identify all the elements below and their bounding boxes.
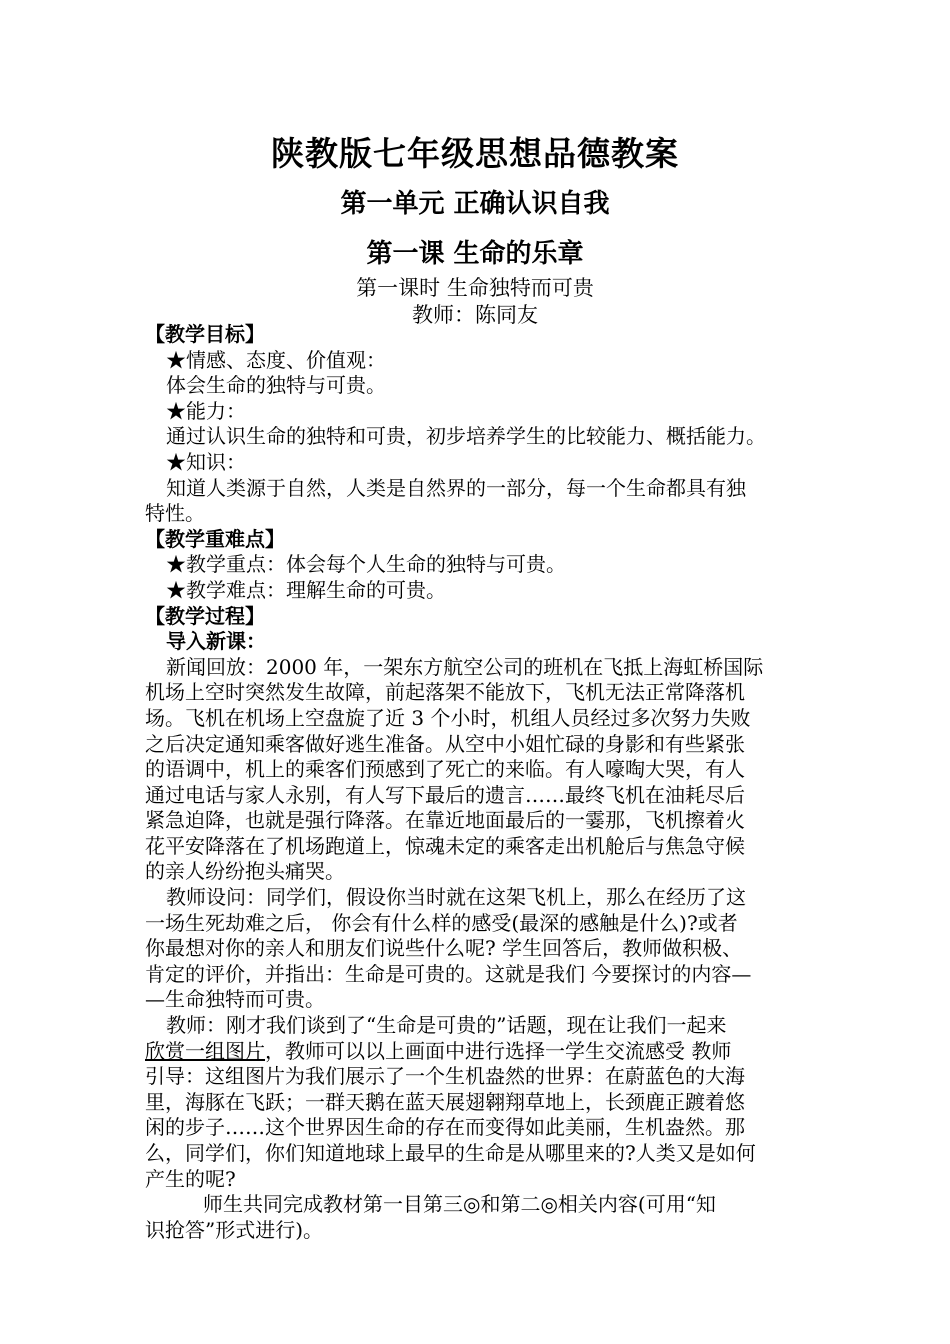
- teacher-name: 教师：陈同友: [412, 303, 538, 327]
- lesson-title: 第一课 生命的乐章: [366, 239, 584, 269]
- teacher-para-line: 里，海豚在飞跃；一群天鹅在蓝天展翅翱翔草地上，长颈鹿正踱着悠: [145, 1089, 745, 1114]
- objective-knowledge-label: ★知识：: [166, 449, 246, 474]
- activity-para-line: 识抢答”形式进行)。: [145, 1217, 324, 1242]
- news-para-line: 之后决定通知乘客做好逃生准备。从空中小姐忙碌的身影和有些紧张: [145, 731, 745, 756]
- news-para-line: 花平安降落在了机场跑道上，惊魂未定的乘客走出机舱后与焦急守候: [145, 833, 745, 858]
- teacher-para-line: 么，同学们，你们知道地球上最早的生命是从哪里来的?人类又是如何: [145, 1141, 756, 1165]
- section-heading-key-points: 【教学重难点】: [145, 526, 285, 551]
- key-point-difficulty: ★教学难点：理解生命的可贵。: [166, 577, 446, 602]
- objective-knowledge-text-cont: 特性。: [145, 501, 205, 526]
- key-point-focus: ★教学重点：体会每个人生命的独特与可贵。: [166, 552, 566, 577]
- question-para-line: 一场生死劫难之后， 你会有什么样的感受(最深的感触是什么)?或者: [145, 910, 738, 935]
- objective-ability-text: 通过认识生命的独特和可贵，初步培养学生的比较能力、概括能力。: [166, 424, 766, 449]
- question-para-line: 你最想对你的亲人和朋友们说些什么呢? 学生回答后，教师做积极、: [145, 936, 743, 961]
- teacher-para-line: 引导：这组图片为我们展示了一个生机盎然的世界：在蔚蓝色的大海: [145, 1064, 745, 1089]
- document-body: [145, 322, 810, 1243]
- news-para-line: 的亲人纷纷抱头痛哭。: [145, 859, 345, 884]
- section-heading-objectives: 【教学目标】: [145, 322, 265, 346]
- unit-title: 第一单元 正确认识自我: [340, 189, 610, 219]
- news-para-line: 新闻回放：2000 年，一架东方航空公司的班机在飞抵上海虹桥国际: [166, 654, 764, 679]
- news-para-line: 机场上空时突然发生故障，前起落架不能放下，飞机无法正常降落机: [145, 680, 745, 705]
- teacher-para-line: 教师：刚才我们谈到了“生命是可贵的”话题，现在让我们一起来: [166, 1013, 727, 1038]
- objective-knowledge-text: 知道人类源于自然，人类是自然界的一部分，每一个生命都具有独: [166, 475, 746, 500]
- news-para-line: 通过电话与家人永别，有人写下最后的遗言……最终飞机在油耗尽后: [145, 782, 745, 807]
- question-para-line: 肯定的评价，并指出：生命是可贵的。这就是我们 今要探讨的内容—: [145, 961, 752, 986]
- news-para-line: 紧急迫降，也就是强行降落。在靠近地面最后的一霎那，飞机擦着火: [145, 808, 745, 833]
- teacher-para-line: 产生的呢?: [145, 1166, 236, 1191]
- activity-para-line: 师生共同完成教材第一目第三◎和第二◎相关内容(可用“知: [203, 1192, 716, 1217]
- teacher-para-line-with-link: [145, 1039, 810, 1065]
- section-heading-process: 【教学过程】: [145, 603, 265, 628]
- objective-ability-label: ★能力：: [166, 398, 246, 423]
- intro-label: 导入新课：: [166, 629, 266, 654]
- question-para-line: 教师设问：同学们，假设你当时就在这架飞机上，那么在经历了这: [166, 885, 746, 910]
- objective-emotion-text: 体会生命的独特与可贵。: [166, 373, 386, 398]
- news-para-line: 场。飞机在机场上空盘旋了近 3 个小时，机组人员经过多次努力失败: [145, 705, 751, 730]
- image-group-link[interactable]: 欣赏一组图片: [145, 1038, 265, 1063]
- teacher-para-line: 闲的步子……这个世界因生命的存在而变得如此美丽，生机盎然。那: [145, 1115, 745, 1140]
- teacher-para-line-rest: ，教师可以以上画面中进行选择一学生交流感受 教师: [265, 1038, 732, 1063]
- document-title: 陕教版七年级思想品德教案: [271, 134, 679, 173]
- question-para-line: —生命独特而可贵。: [145, 987, 325, 1012]
- objective-emotion-label: ★情感、态度、价值观：: [166, 347, 386, 372]
- period-title: 第一课时 生命独特而可贵: [356, 276, 594, 300]
- news-para-line: 的语调中，机上的乘客们预感到了死亡的来临。有人嚎啕大哭，有人: [145, 757, 745, 782]
